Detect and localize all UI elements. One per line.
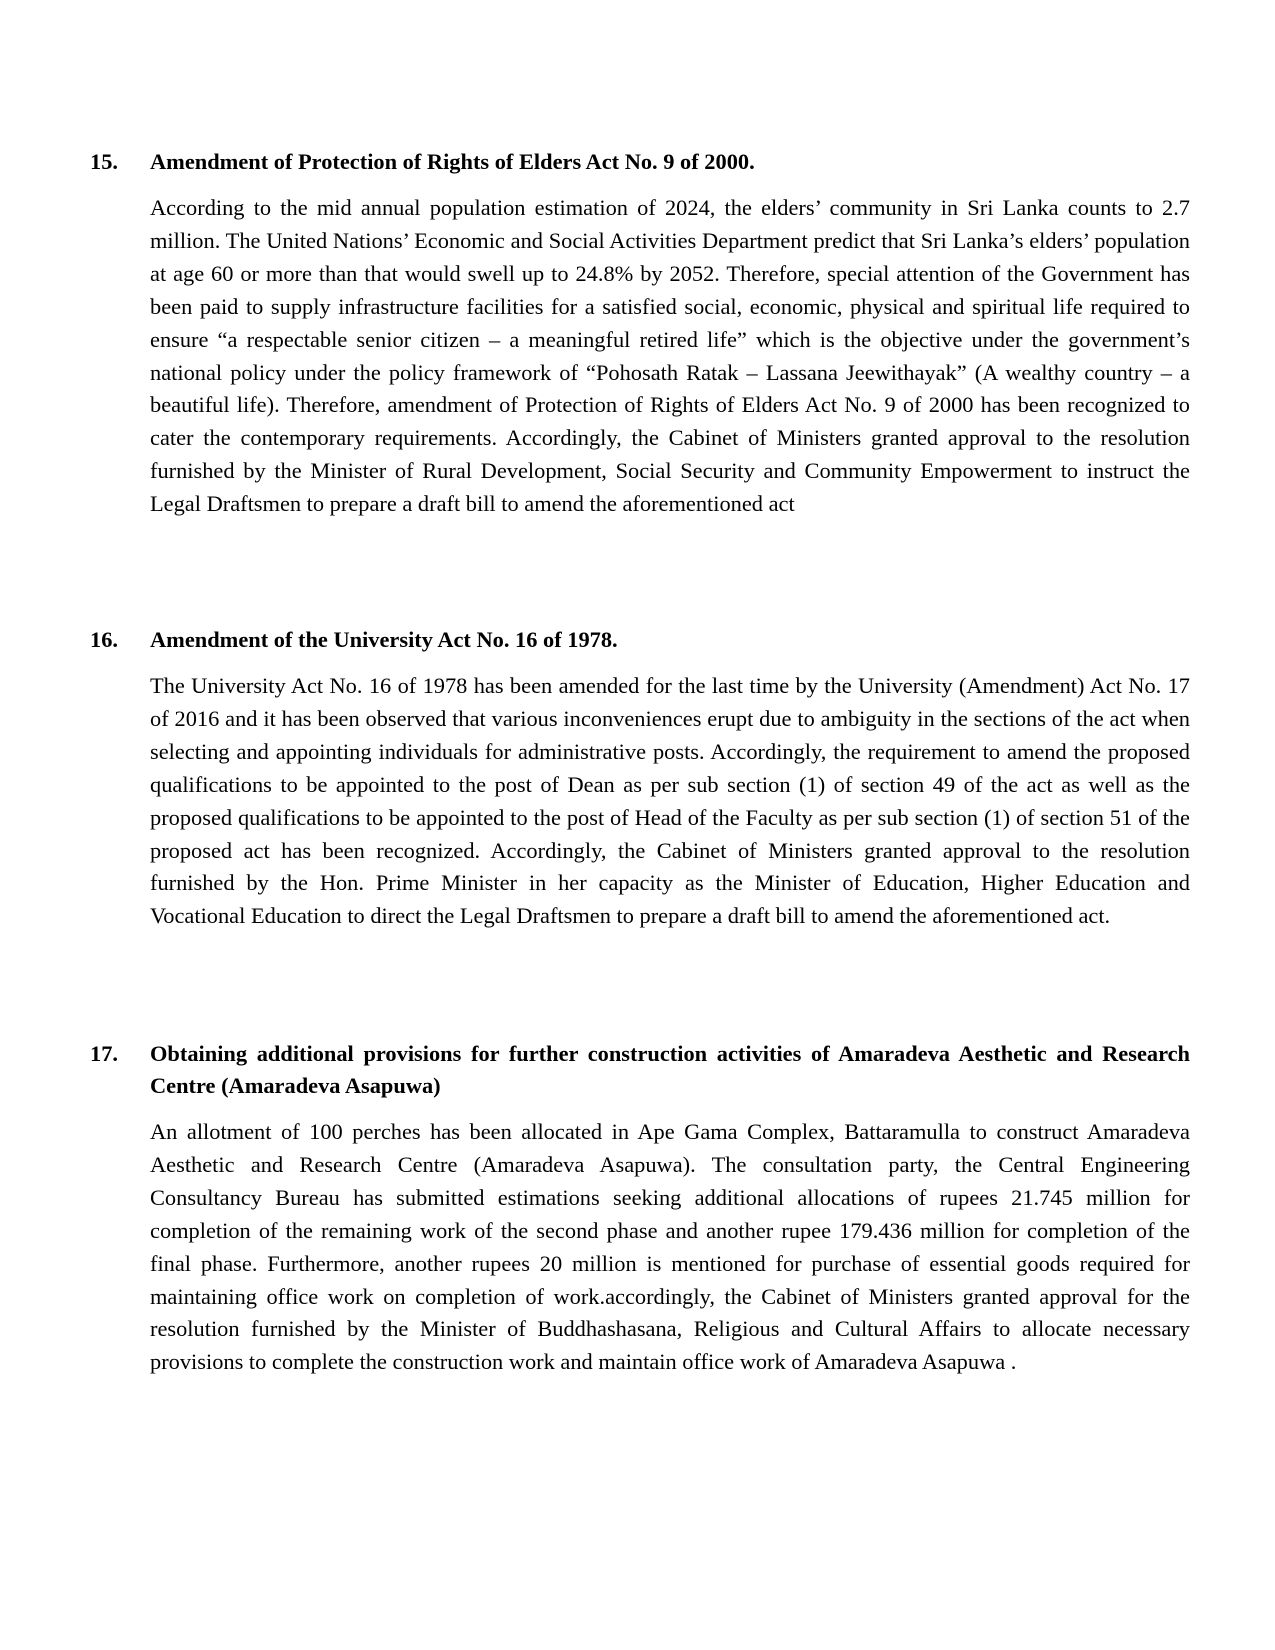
section-heading: [90, 1038, 1190, 1102]
section-heading: [90, 624, 1190, 656]
section-body: The University Act No. 16 of 1978 has been amended for the last time by the University (Amendment) Act No. 17 of 2016 and it has been observed that various inconveniences erupt due to ambiguity in the sections of the act when selecting and appointing individuals for administrative posts. Accordingly, the requirement to amend the proposed qualifications to be appointed to the post of Dean as per sub section (1) of section 49 of the act as well as the proposed qualifications to be appointed to the post of Head of the Faculty as per sub section (1) of section 51 of the proposed act has been recognized. Accordingly, the Cabinet of Ministers granted approval to the resolution furnished by the Hon. Prime Minister in her capacity as the Minister of Education, Higher Education and Vocational Education to direct the Legal Draftsmen to prepare a draft bill to amend the aforementioned act.: [150, 673, 1190, 929]
section-body: According to the mid annual population estimation of 2024, the elders’ community in Sri Lanka counts to 2.7 million. The United Nations’ Economic and Social Activities Department predict that Sri Lanka’s elders’ population at age 60 or more than that would swell up to 24.8% by 2052. Therefore, special attention of the Government has been paid to supply infrastructure facilities for a satisfied social, economic, physical and spiritual life required to ensure “a respectable senior citizen – a meaningful retired life” which is the objective under the government’s national policy under the policy framework of “Pohosath Ratak – Lassana Jeewithayak” (A wealthy country – a beautiful life). Therefore, amendment of Protection of Rights of Elders Act No. 9 of 2000 has been recognized to cater the contemporary requirements. Accordingly, the Cabinet of Ministers granted approval to the resolution furnished by the Minister of Rural Development, Social Security and Community Empowerment to instruct the Legal Draftsmen to prepare a draft bill to amend the aforementioned act: [150, 195, 1190, 517]
section-title: Amendment of Protection of Rights of Elders Act No. 9 of 2000.: [150, 149, 755, 174]
section-number: 16.: [90, 627, 118, 652]
section-title: Obtaining additional provisions for further construction activities of Amaradeva Aesthetic and Research Centre (Amaradeva Asapuwa): [150, 1041, 1190, 1098]
section-15: [90, 146, 1190, 521]
section-16: [90, 624, 1190, 933]
section-number: 17.: [90, 1041, 118, 1066]
section-heading: [90, 146, 1190, 178]
section-17: [90, 1038, 1190, 1379]
section-number: 15.: [90, 149, 118, 174]
section-title: Amendment of the University Act No. 16 of 1978.: [150, 627, 618, 652]
section-body: An allotment of 100 perches has been allocated in Ape Gama Complex, Battaramulla to construct Amaradeva Aesthetic and Research Centre (Amaradeva Asapuwa). The consultation party, the Central Engineering Consultancy Bureau has submitted estimations seeking additional allocations of rupees 21.745 million for completion of the remaining work of the second phase and another rupee 179.436 million for completion of the final phase. Furthermore, another rupees 20 million is mentioned for purchase of essential goods required for maintaining office work on completion of work.accordingly, the Cabinet of Ministers granted approval for the resolution furnished by the Minister of Buddhashasana, Religious and Cultural Affairs to allocate necessary provisions to complete the construction work and maintain office work of Amaradeva Asapuwa .: [150, 1119, 1190, 1375]
